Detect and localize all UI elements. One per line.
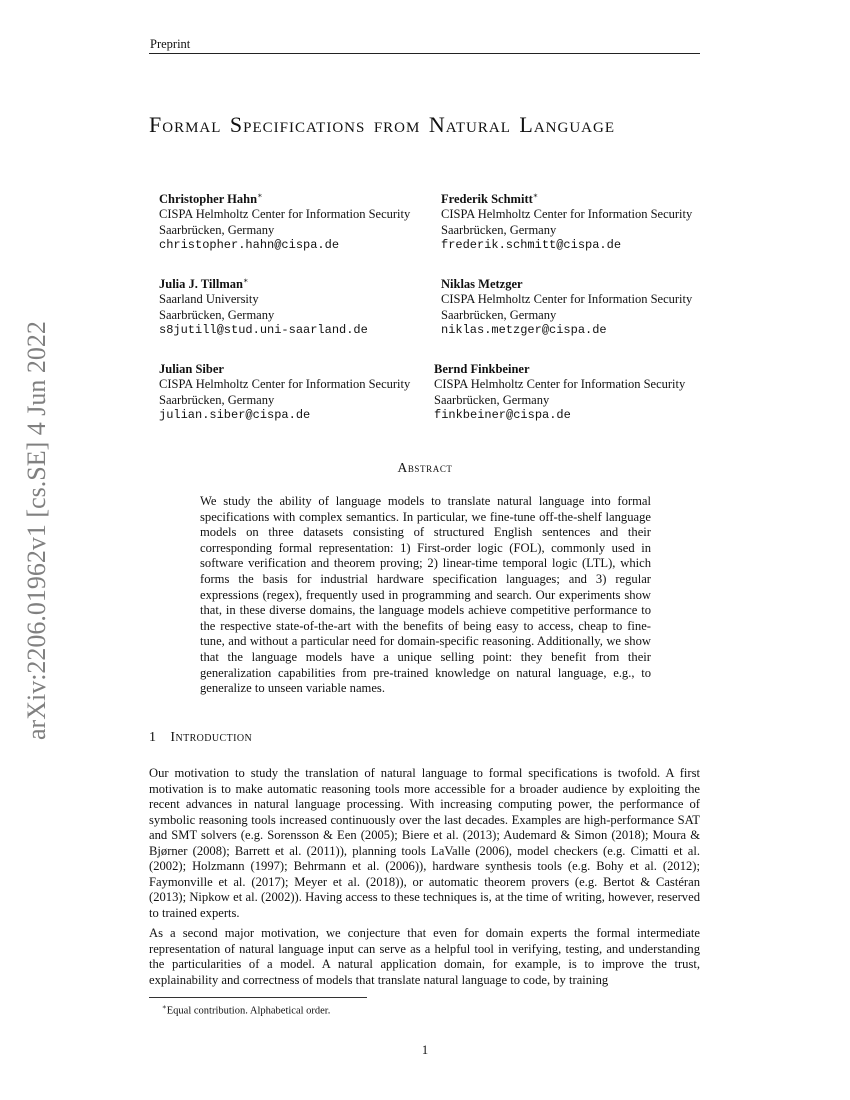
arxiv-identifier[interactable]: arXiv:2206.01962v1 [cs.SE] 4 Jun 2022 xyxy=(22,321,51,740)
equal-contribution-mark: ∗ xyxy=(242,276,249,285)
author-affiliation: Saarland University xyxy=(159,292,259,307)
author-email[interactable]: christopher.hahn@cispa.de xyxy=(159,238,340,253)
author-name: Christopher Hahn xyxy=(159,192,258,207)
author-block xyxy=(159,273,368,338)
footnote-mark: ∗ xyxy=(162,1003,167,1011)
author-location: Saarbrücken, Germany xyxy=(159,222,275,237)
author-email[interactable]: s8jutill@stud.uni-saarland.de xyxy=(159,323,368,338)
body-paragraph: Our motivation to study the translation of natural language to formal specifications is twofold. A first motivation is to make automatic reasoning tools more accessible for a broader audience by exploiting the recent advances in natural language processing. With increasing computing power, the performance of symbolic reasoning tools increased continuously over the last decades. Examples are high-performance SAT and SMT solvers (e.g. Sorensson & Een (2005); Biere et al. (2013); Audemard & Simon (2018); Moura & Bjørner (2008); Barrett et al. (2011)), planning tools LaValle (2006), model checkers (e.g. Cimatti et al. (2002); Holzmann (1997); Behrmann et al. (2006)), hardware synthesis tools (e.g. Bohy et al. (2012); Faymonville et al. (2017); Meyer et al. (2018)), or automatic theorem provers (e.g. Bertot & Castéran (2013); Nipkow et al. (2002)). Having access to these techniques is, at the time of writing, however, reserved to trained experts. xyxy=(149,766,700,920)
author-email[interactable]: julian.siber@cispa.de xyxy=(159,408,311,423)
abstract-text: We study the ability of language models to translate natural language into formal specifications with complex semantics. In particular, we fine-tune off-the-shelf language models on three datasets consisting of structured English sentences and their corresponding formal representation: 1) First-order logic (FOL), commonly used in software verification and theorem proving; 2) linear-time temporal logic (LTL), which forms the basis for industrial hardware specification languages; and 3) regular expressions (regex), frequently used in programming and search. Our experiments show that, in these diverse domains, the language models achieve competitive performance to the respective state-of-the-art with the benefits of being easy to access, cheap to fine-tune, and without a particular need for domain-specific reasoning. Additionally, we show that the language models have a unique selling point: they benefit from their generalization capabilities from pre-trained knowledge on natural language, e.g., to generalize to unseen variable names. xyxy=(200,494,651,696)
section-number: 1 xyxy=(149,730,157,745)
author-email[interactable]: finkbeiner@cispa.de xyxy=(434,408,571,423)
author-block xyxy=(159,358,410,423)
body-paragraph: As a second major motivation, we conjecture that even for domain experts the formal intermediate representation of natural language input can serve as a helpful tool in verifying, testing, and understanding the particularities of a model. A natural application domain, for example, is to improve the trust, explainability and correctness of models that translate natural language to code, by training xyxy=(149,926,700,987)
author-location: Saarbrücken, Germany xyxy=(441,307,557,322)
author-email[interactable]: niklas.metzger@cispa.de xyxy=(441,323,607,338)
paper-title: Formal Specifications from Natural Language xyxy=(149,112,615,137)
author-affiliation: CISPA Helmholtz Center for Information Security xyxy=(159,207,411,222)
author-name: Niklas Metzger xyxy=(441,277,523,292)
footnote-rule xyxy=(149,997,367,998)
author-location: Saarbrücken, Germany xyxy=(434,392,550,407)
section-heading xyxy=(149,730,252,746)
equal-contribution-mark: ∗ xyxy=(532,191,539,200)
footnote-text: Equal contribution. Alphabetical order. xyxy=(166,1005,331,1017)
section-title: Introduction xyxy=(170,730,253,745)
page-number: 1 xyxy=(421,1043,429,1057)
author-name: Julian Siber xyxy=(159,362,224,377)
author-name: Julia J. Tillman xyxy=(159,277,243,292)
author-affiliation: CISPA Helmholtz Center for Information Security xyxy=(159,377,411,392)
author-block xyxy=(441,273,692,338)
author-block xyxy=(159,188,410,253)
author-name: Bernd Finkbeiner xyxy=(434,362,530,377)
running-header: Preprint xyxy=(150,37,191,51)
author-block xyxy=(434,358,685,423)
equal-contribution-mark: ∗ xyxy=(257,191,263,200)
author-name: Frederik Schmitt xyxy=(441,192,533,207)
author-email[interactable]: frederik.schmitt@cispa.de xyxy=(441,238,622,253)
header-rule xyxy=(149,53,700,54)
author-block xyxy=(441,188,692,253)
abstract-heading: Abstract xyxy=(397,460,453,475)
author-affiliation: CISPA Helmholtz Center for Information Security xyxy=(434,377,686,392)
author-location: Saarbrücken, Germany xyxy=(441,222,557,237)
author-affiliation: CISPA Helmholtz Center for Information Security xyxy=(441,292,693,307)
author-location: Saarbrücken, Germany xyxy=(159,392,275,407)
footnote xyxy=(162,1003,330,1017)
author-location: Saarbrücken, Germany xyxy=(159,307,275,322)
author-affiliation: CISPA Helmholtz Center for Information Security xyxy=(441,207,693,222)
